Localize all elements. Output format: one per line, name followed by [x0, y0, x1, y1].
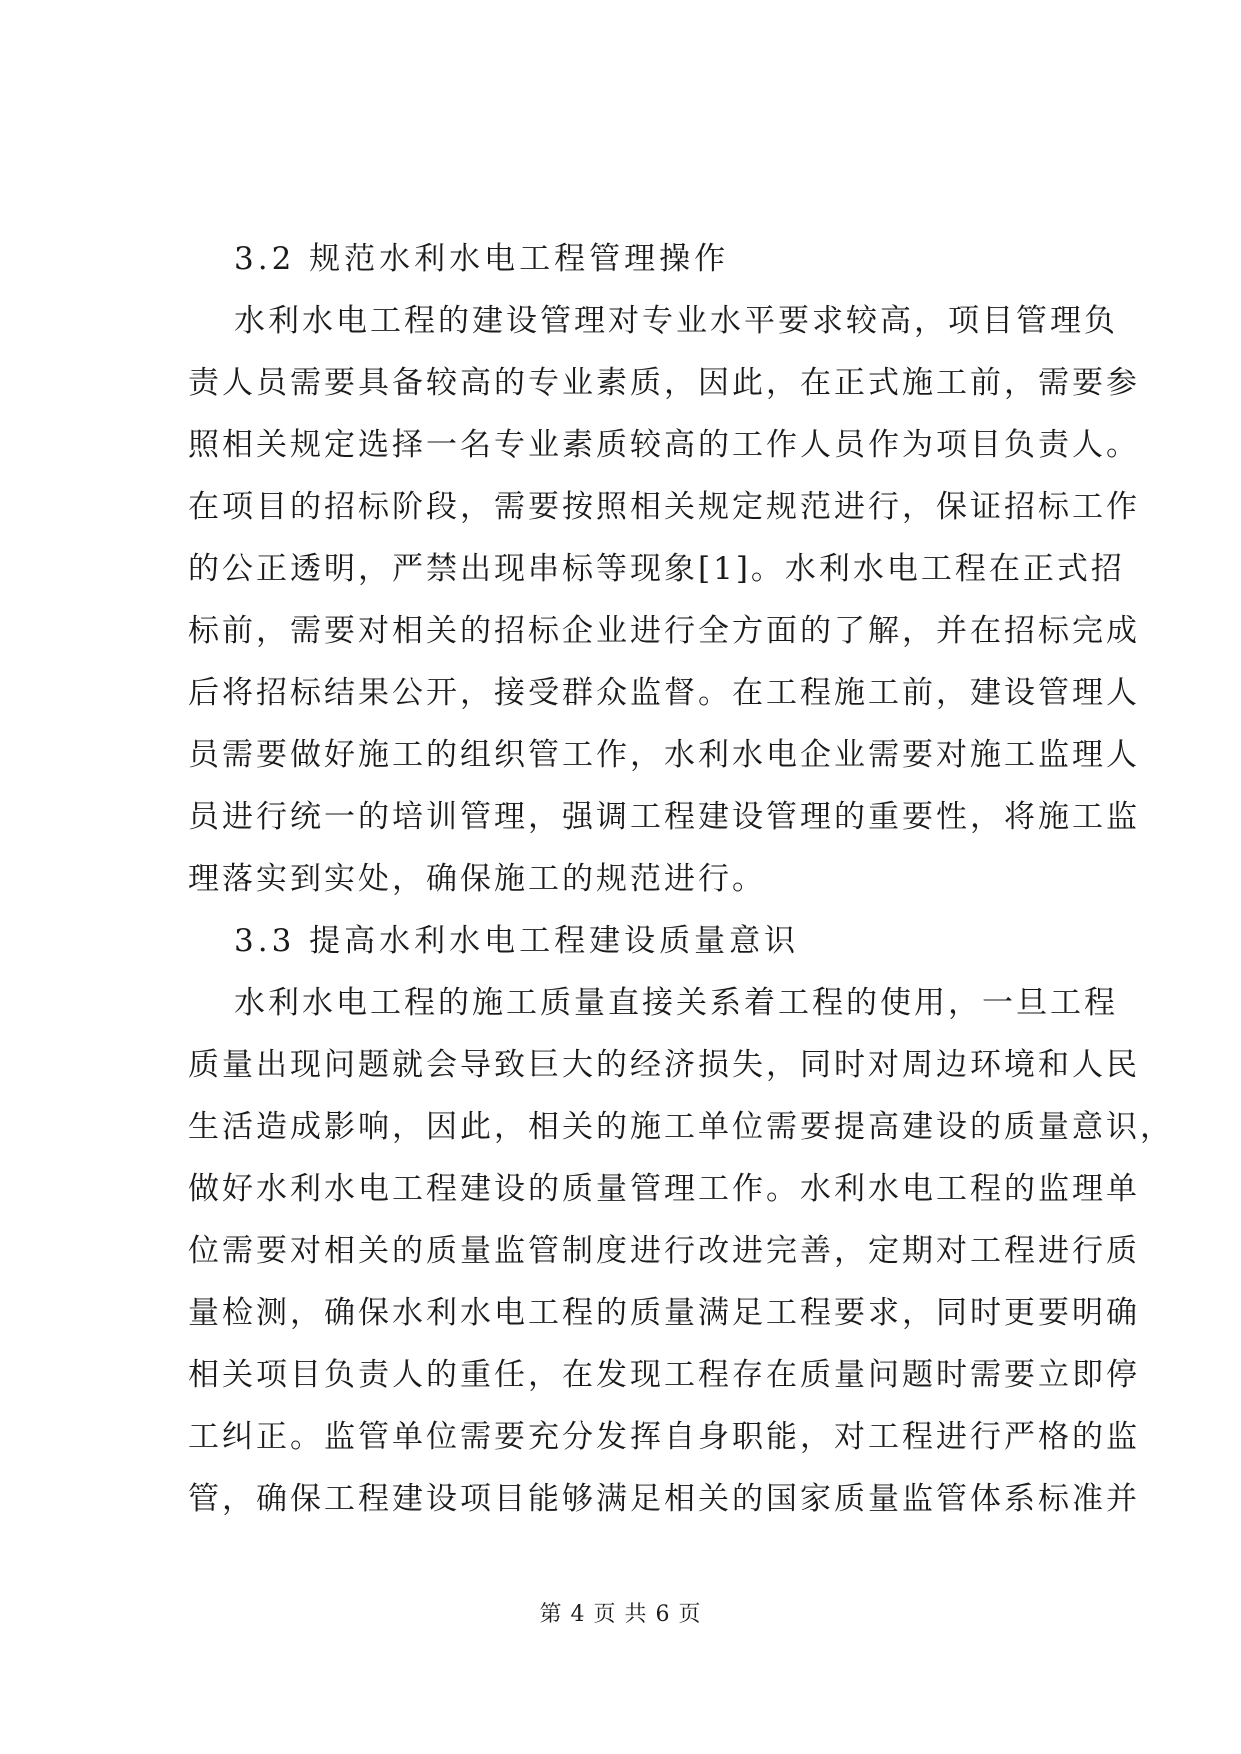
paragraph-line: 水利水电工程的建设管理对专业水平要求较高，项目管理负 — [234, 303, 1118, 339]
paragraph-line: 责人员需要具备较高的专业素质，因此，在正式施工前，需要参 — [188, 365, 1140, 401]
paragraph-line: 生活造成影响，因此，相关的施工单位需要提高建设的质量意识， — [188, 1109, 1174, 1145]
paragraph-line: 工纠正。监管单位需要充分发挥自身职能，对工程进行严格的监 — [188, 1419, 1140, 1455]
section-heading-3-3: 3.3 提高水利水电工程建设质量意识 — [234, 923, 800, 959]
paragraph-line: 员需要做好施工的组织管工作，水利水电企业需要对施工监理人 — [188, 737, 1140, 773]
body-text — [188, 228, 1174, 1530]
paragraph-line: 理落实到实处，确保施工的规范进行。 — [188, 861, 766, 897]
paragraph-line: 管，确保工程建设项目能够满足相关的国家质量监管体系标准并 — [188, 1481, 1140, 1517]
paragraph-line: 在项目的招标阶段，需要按照相关规定规范进行，保证招标工作 — [188, 489, 1140, 525]
page-footer — [0, 1600, 1241, 1630]
paragraph-line: 员进行统一的培训管理，强调工程建设管理的重要性，将施工监 — [188, 799, 1140, 835]
page-number-label: 第 4 页 共 6 页 — [539, 1602, 702, 1627]
paragraph-line: 水利水电工程的施工质量直接关系着工程的使用，一旦工程 — [234, 985, 1118, 1021]
paragraph-line: 照相关规定选择一名专业素质较高的工作人员作为项目负责人。 — [188, 427, 1140, 463]
paragraph-line: 的公正透明，严禁出现串标等现象[1]。水利水电工程在正式招 — [188, 551, 1125, 587]
paragraph-line: 量检测，确保水利水电工程的质量满足工程要求，同时更要明确 — [188, 1295, 1140, 1331]
paragraph-line: 做好水利水电工程建设的质量管理工作。水利水电工程的监理单 — [188, 1171, 1140, 1207]
paragraph-line: 相关项目负责人的重任，在发现工程存在质量问题时需要立即停 — [188, 1357, 1140, 1393]
paragraph-line: 位需要对相关的质量监管制度进行改进完善，定期对工程进行质 — [188, 1233, 1140, 1269]
paragraph-line: 标前，需要对相关的招标企业进行全方面的了解，并在招标完成 — [188, 613, 1140, 649]
paragraph-line: 后将招标结果公开，接受群众监督。在工程施工前，建设管理人 — [188, 675, 1140, 711]
paragraph-line: 质量出现问题就会导致巨大的经济损失，同时对周边环境和人民 — [188, 1047, 1140, 1083]
section-heading-3-2: 3.2 规范水利水电工程管理操作 — [234, 241, 730, 277]
